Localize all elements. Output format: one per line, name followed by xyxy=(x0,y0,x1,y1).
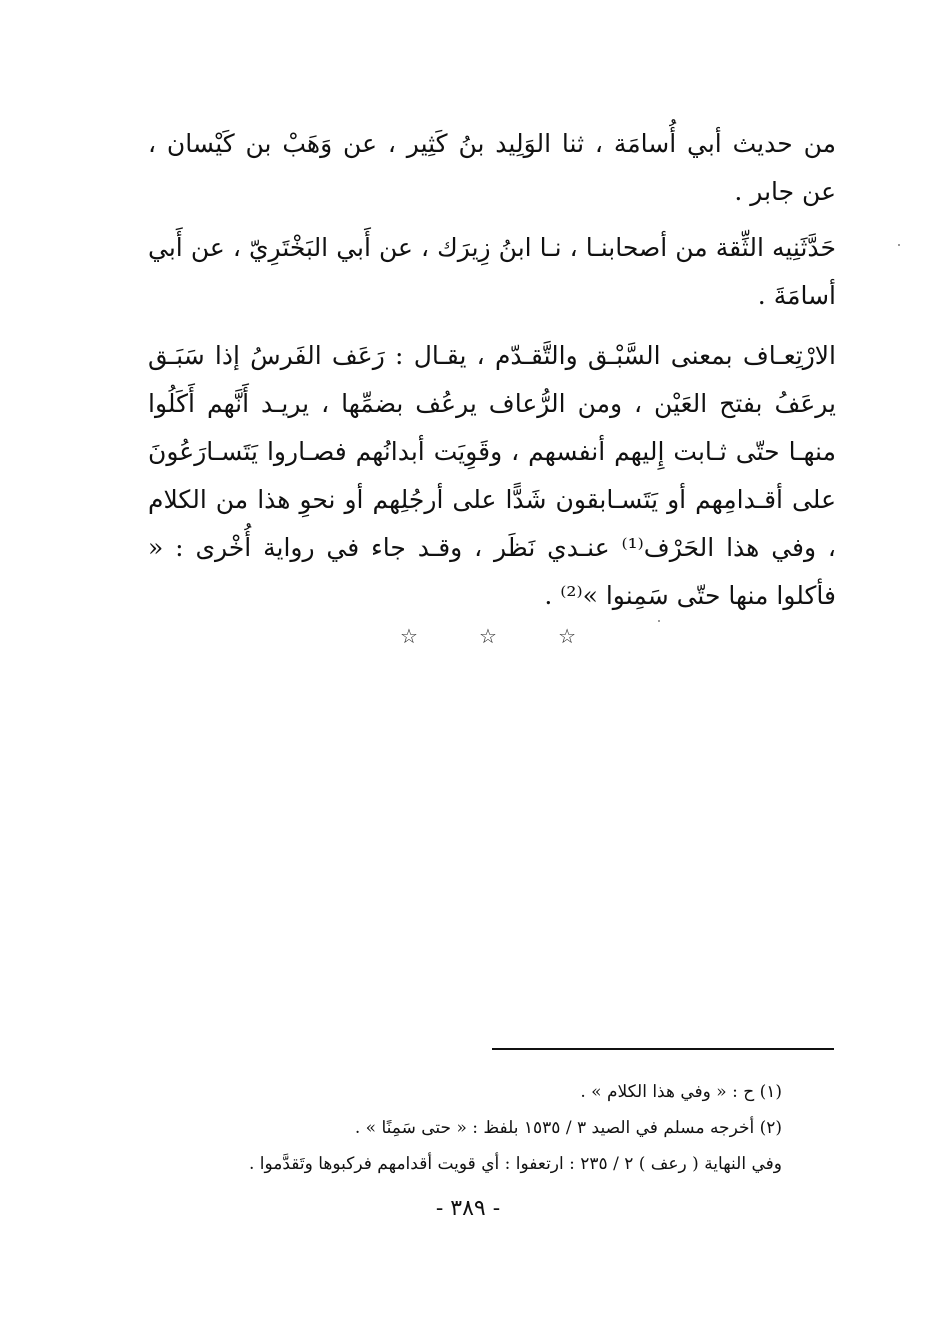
footnote-divider xyxy=(492,1048,834,1050)
footnote-2: (٢) أخرجه مسلم في الصيد ٣ / ١٥٣٥ بلفظ : « حتى سَمِنًا » . xyxy=(354,1118,782,1138)
scan-speck xyxy=(658,620,660,622)
star-icon: ☆ xyxy=(558,624,576,648)
footnote-2-continuation: وفي النهاية ( رعف ) ٢ / ٢٣٥ : ارتعفوا : أي قويت أقدامهم فركبوها وتَقدَّموا . xyxy=(248,1154,782,1174)
page-number: - ٣٨٩ - xyxy=(435,1196,501,1221)
footnote-1: (١) ح : « وفي هذا الكلام » . xyxy=(580,1082,782,1102)
footnotes xyxy=(230,1074,782,1182)
section-separator xyxy=(400,624,576,648)
star-icon: ☆ xyxy=(479,624,497,648)
paragraph-2: حَدَّثَنِيه الثِّقة من أصحابنـا ، نـا ابنُ زِيرَك ، عن أَبي البَخْتَرِيّ ، عن أَبي أسامَةَ . xyxy=(148,233,836,310)
star-icon: ☆ xyxy=(400,624,418,648)
paragraph-3: الارْتِعـاف بمعنى السَّبْـق والتَّقـدّم ، يقـال : رَعَف الفَرسُ إذا سَبَـق يرعَفُ بفتح العَيْن ، ومن الرُّعاف يرعُف بضمِّها ، يريـد أَنَّهم أَكَلُوا منهـا حتّى ثـابت إِليهم أنفسهم ، وقَوِيَت أبدانُهم فصـاروا يَتَسـارَعُونَ على أقـدامِهم أو يَتَسـابقون شَدًّا على أرجُلِهم أو نحوِ هذا من الكلام ، وفي هذا الحَرْف⁽¹⁾ عنـدي نَظَر ، وقـد جاء في رواية أُخْرى : « فأكلوا منها حتّى سَمِنوا »⁽²⁾ . xyxy=(148,341,836,610)
scan-speck xyxy=(898,244,900,246)
paragraph-1: من حديث أبي أُسامَة ، ثنا الوَلِيد بنُ كَثِير ، عن وَهَبْ بن كَيْسان ، عن جابر . xyxy=(148,129,836,206)
